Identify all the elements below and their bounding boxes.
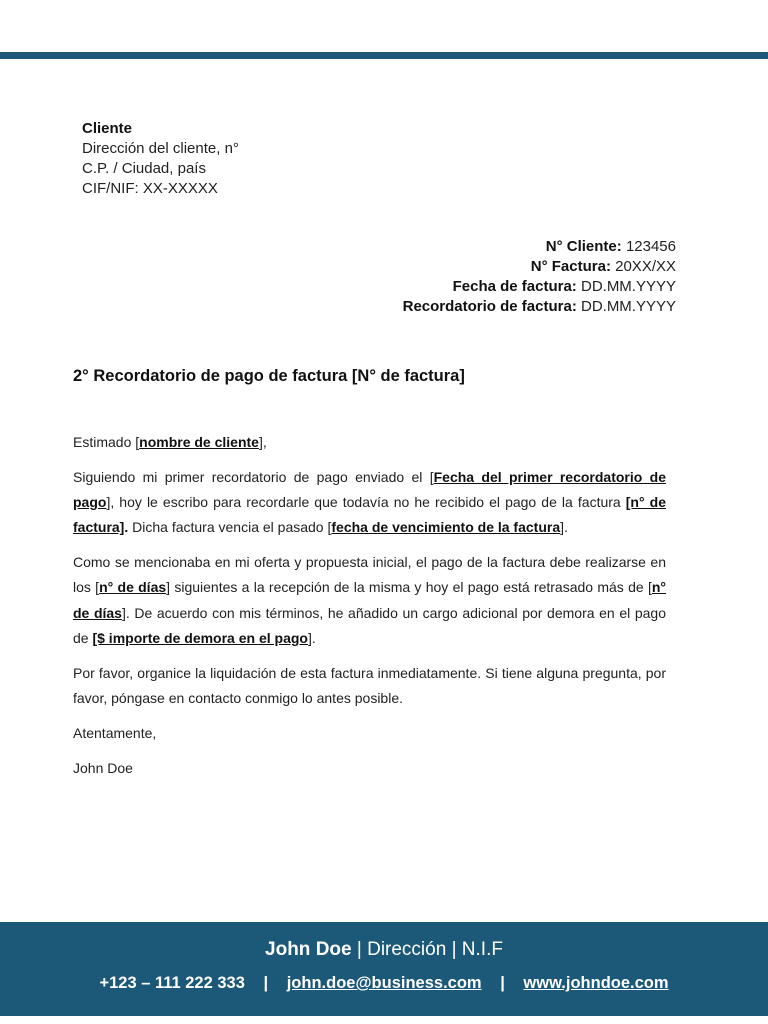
client-tax-id: CIF/NIF: XX-XXXXX: [82, 180, 218, 197]
meta-value: DD.MM.YYYY: [580, 298, 676, 315]
footer-separator: |: [356, 939, 362, 960]
body-text: ].: [560, 519, 568, 536]
footer-separator: |: [451, 939, 457, 960]
body-text: ] siguientes a la recepción de la misma y hoy el pago está retrasado más de [: [166, 579, 652, 596]
placeholder-first-reminder-date: Fecha del primer recordatorio de pago: [73, 468, 666, 511]
letter-body: [73, 430, 666, 791]
footer-name: John Doe: [265, 939, 352, 960]
body-text: ].: [307, 630, 316, 647]
placeholder-number-of-days: n° de días: [73, 579, 666, 621]
meta-row-invoice-number: [403, 257, 676, 277]
client-name: Cliente: [82, 120, 133, 137]
meta-row-client-number: [403, 237, 676, 257]
body-text: Siguiendo mi primer recordatorio de pago enviado el [: [73, 468, 434, 485]
footer-tax-id: N.I.F: [461, 939, 503, 960]
paragraph-3: Por favor, organice la liquidación de esta factura inmediatamente. Si tiene alguna pregunta, por favor, póngase en contacto conmigo lo antes posible.: [73, 664, 666, 707]
footer-contact: [0, 974, 768, 993]
greeting-text: Estimado [: [73, 434, 140, 450]
footer-email-link[interactable]: john.doe@business.com: [286, 974, 482, 992]
meta-label: Fecha de factura:: [452, 278, 577, 295]
placeholder-invoice-number: [n° de factura]: [73, 494, 666, 536]
placeholder-due-date: fecha de vencimiento de la factura: [331, 519, 561, 536]
greeting-text: ],: [258, 434, 267, 450]
signature: John Doe: [73, 759, 133, 776]
letter-subject: 2° Recordatorio de pago de factura [N° de factura]: [73, 367, 465, 385]
body-text: ], hoy le escribo para recordarle que todavía no he recibido el pago de la factura: [106, 494, 626, 511]
meta-label: N° Factura:: [530, 258, 611, 275]
meta-value: 20XX/XX: [615, 258, 676, 275]
invoice-meta-block: [403, 237, 676, 317]
meta-row-invoice-date: [403, 277, 676, 297]
client-address-block: [82, 119, 239, 199]
placeholder-late-fee: [$ importe de demora en el pago: [92, 630, 308, 647]
placeholder-number-of-days: n° de días: [99, 579, 167, 596]
body-text: Dicha factura vencia el pasado [: [128, 519, 332, 536]
client-city: C.P. / Ciudad, país: [82, 160, 206, 177]
closing: Atentamente,: [73, 724, 157, 741]
body-text: .: [124, 519, 129, 536]
placeholder-client-name: nombre de cliente: [139, 434, 259, 450]
meta-value: 123456: [625, 238, 676, 255]
meta-value: DD.MM.YYYY: [580, 278, 676, 295]
body-text: ]. De acuerdo con mis términos, he añadido un cargo adicional por demora en el pago de: [73, 604, 666, 647]
footer-address: Dirección: [367, 939, 447, 960]
footer: [0, 922, 768, 1016]
paragraph-2: [73, 550, 666, 651]
meta-label: N° Cliente:: [545, 238, 622, 255]
meta-label: Recordatorio de factura:: [402, 298, 577, 315]
client-address: Dirección del cliente, n°: [82, 140, 239, 157]
greeting: [73, 430, 666, 455]
meta-row-reminder-date: [403, 297, 676, 317]
footer-separator: |: [500, 974, 505, 992]
header-accent-bar: [0, 52, 768, 59]
footer-separator: |: [263, 974, 269, 992]
footer-identity: [0, 939, 768, 961]
footer-website-link[interactable]: www.johndoe.com: [523, 974, 669, 992]
footer-phone: +123 – 111 222 333: [99, 974, 245, 992]
body-text: Como se mencionaba en mi oferta y propuesta inicial, el pago de la factura debe realizarse en los [: [73, 554, 666, 596]
paragraph-1: [73, 465, 666, 541]
